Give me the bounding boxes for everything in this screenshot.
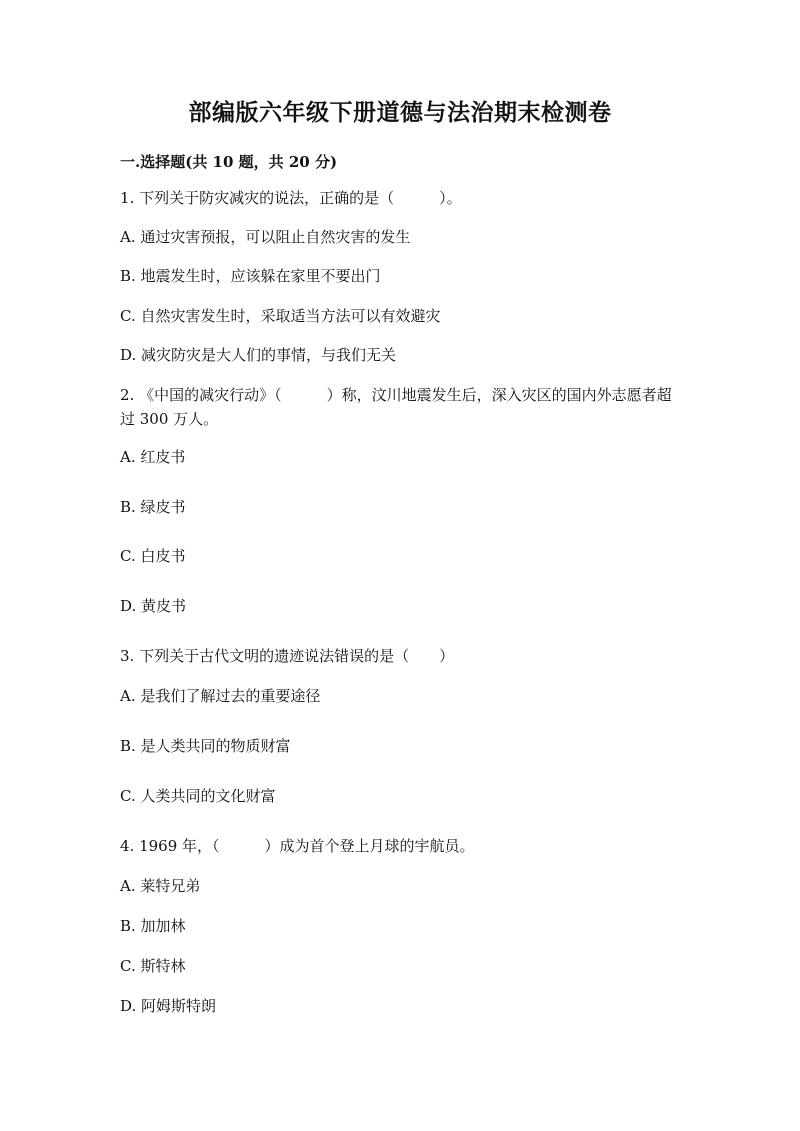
- question-3-stem: 3. 下列关于古代文明的遗迹说法错误的是（ ）: [120, 647, 455, 665]
- question-4-option-a: A. 莱特兄弟: [120, 877, 201, 895]
- section-heading: 一.选择题(共 10 题，共 20 分): [120, 153, 338, 171]
- question-3-option-b: B. 是人类共同的物质财富: [120, 737, 291, 755]
- question-4-option-d: D. 阿姆斯特朗: [120, 997, 217, 1015]
- question-1-stem: 1. 下列关于防灾减灾的说法，正确的是（ ）。: [120, 189, 462, 207]
- question-2-option-b: B. 绿皮书: [120, 498, 186, 516]
- question-2-option-c: C. 白皮书: [120, 547, 186, 565]
- question-1-option-b: B. 地震发生时，应该躲在家里不要出门: [120, 267, 381, 285]
- question-1-option-a: A. 通过灾害预报，可以阻止自然灾害的发生: [120, 228, 411, 246]
- question-4-option-b: B. 加加林: [120, 917, 186, 935]
- question-4-option-c: C. 斯特林: [120, 957, 186, 975]
- question-1-option-d: D. 减灾防灾是大人们的事情，与我们无关: [120, 346, 397, 364]
- question-3-option-a: A. 是我们了解过去的重要途径: [120, 687, 321, 705]
- question-4-stem: 4. 1969 年，（ ）成为首个登上月球的宇航员。: [120, 837, 475, 855]
- question-2-option-a: A. 红皮书: [120, 448, 186, 466]
- question-2-stem: 2. 《中国的减灾行动》（ ）称，汶川地震发生后，深入灾区的国内外志愿者超过 300 万人。: [120, 386, 672, 428]
- question-2-option-d: D. 黄皮书: [120, 597, 187, 615]
- question-3-option-c: C. 人类共同的文化财富: [120, 787, 276, 805]
- exam-title: 部编版六年级下册道德与法治期末检测卷: [188, 99, 612, 126]
- question-1-option-c: C. 自然灾害发生时，采取适当方法可以有效避灾: [120, 307, 441, 325]
